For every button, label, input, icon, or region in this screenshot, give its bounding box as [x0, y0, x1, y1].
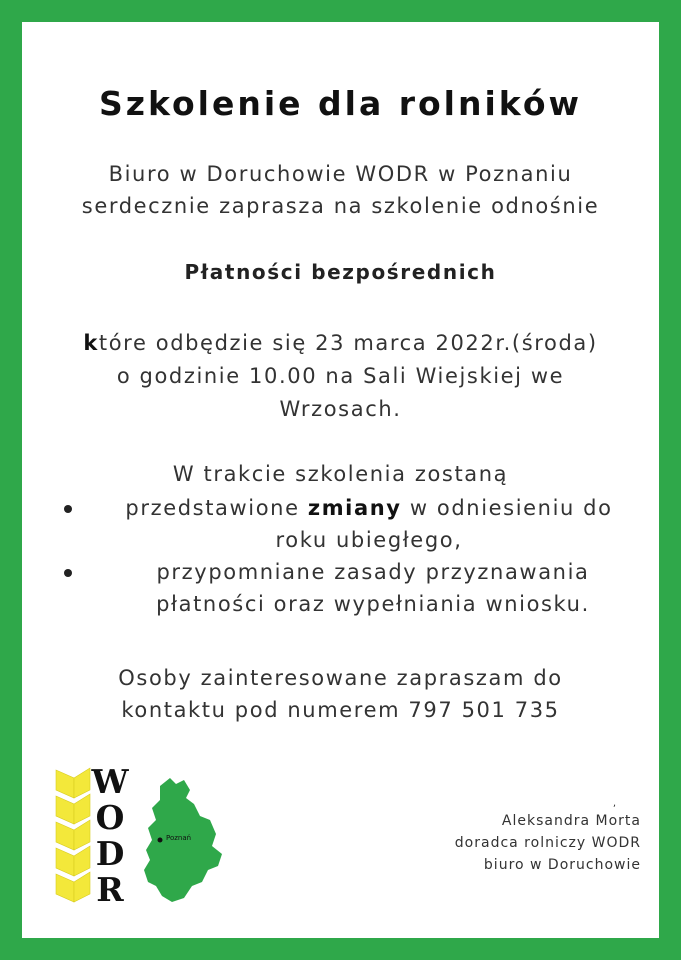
bullet-icon [64, 505, 72, 513]
wodr-logo [52, 764, 252, 914]
topic-1-bold: zmiany [307, 496, 402, 520]
date-first-letter: k [83, 331, 99, 355]
logo-letter-w: W [91, 762, 129, 801]
topic-1-text-a: przedstawione [125, 496, 308, 520]
contact-text [22, 662, 659, 726]
topic-2-line-2: płatności oraz wypełniania wniosku. [156, 592, 590, 616]
date-line-3: Wrzosach. [279, 397, 402, 421]
wodr-letters [90, 764, 130, 908]
signature-block [381, 798, 641, 876]
topic-1-text-b: w odniesieniu do [401, 496, 613, 520]
bullet-icon [64, 569, 72, 577]
signature-name: Aleksandra Morta [501, 813, 641, 829]
logo-letter-o: O [95, 798, 125, 837]
training-subject: Płatności bezpośrednich [184, 260, 497, 284]
date-line-2: o godzinie 10.00 na Sali Wiejskiej we [116, 364, 565, 388]
wheat-ear-icon [52, 764, 252, 914]
topics-list [58, 492, 648, 620]
logo-letter-r: R [96, 870, 124, 909]
logo-letter-d: D [95, 834, 125, 873]
topic-1-line-2: roku ubiegłego, [275, 528, 463, 552]
date-line-1 [22, 327, 659, 360]
date-location-text [22, 327, 659, 426]
topics-intro: W trakcie szkolenia zostaną [172, 462, 509, 486]
topic-item-2 [58, 556, 648, 620]
topic-item-1 [58, 492, 648, 556]
contact-line-2: kontaktu pod numerem 797 501 735 [121, 698, 560, 722]
topic-2-line-1: przypomniane zasady przyznawania [156, 560, 590, 584]
poster-page [22, 22, 659, 938]
map-city-label: Poznań [166, 834, 192, 842]
signature-office: biuro w Doruchowie [483, 857, 641, 873]
invitation-line-2: serdecznie zaprasza na szkolenie odnośnie [81, 194, 600, 218]
signature-mark: , [612, 798, 617, 809]
invitation-text [22, 158, 659, 222]
contact-line-1: Osoby zainteresowane zapraszam do [118, 666, 563, 690]
invitation-line-1: Biuro w Doruchowie WODR w Poznaniu [108, 162, 573, 186]
poster-title: Szkolenie dla rolników [98, 84, 583, 123]
date-line-1-rest: tóre odbędzie się 23 marca 2022r.(środa) [98, 331, 598, 355]
topic-1-line-1 [90, 492, 648, 524]
signature-role: doradca rolniczy WODR [454, 835, 641, 851]
